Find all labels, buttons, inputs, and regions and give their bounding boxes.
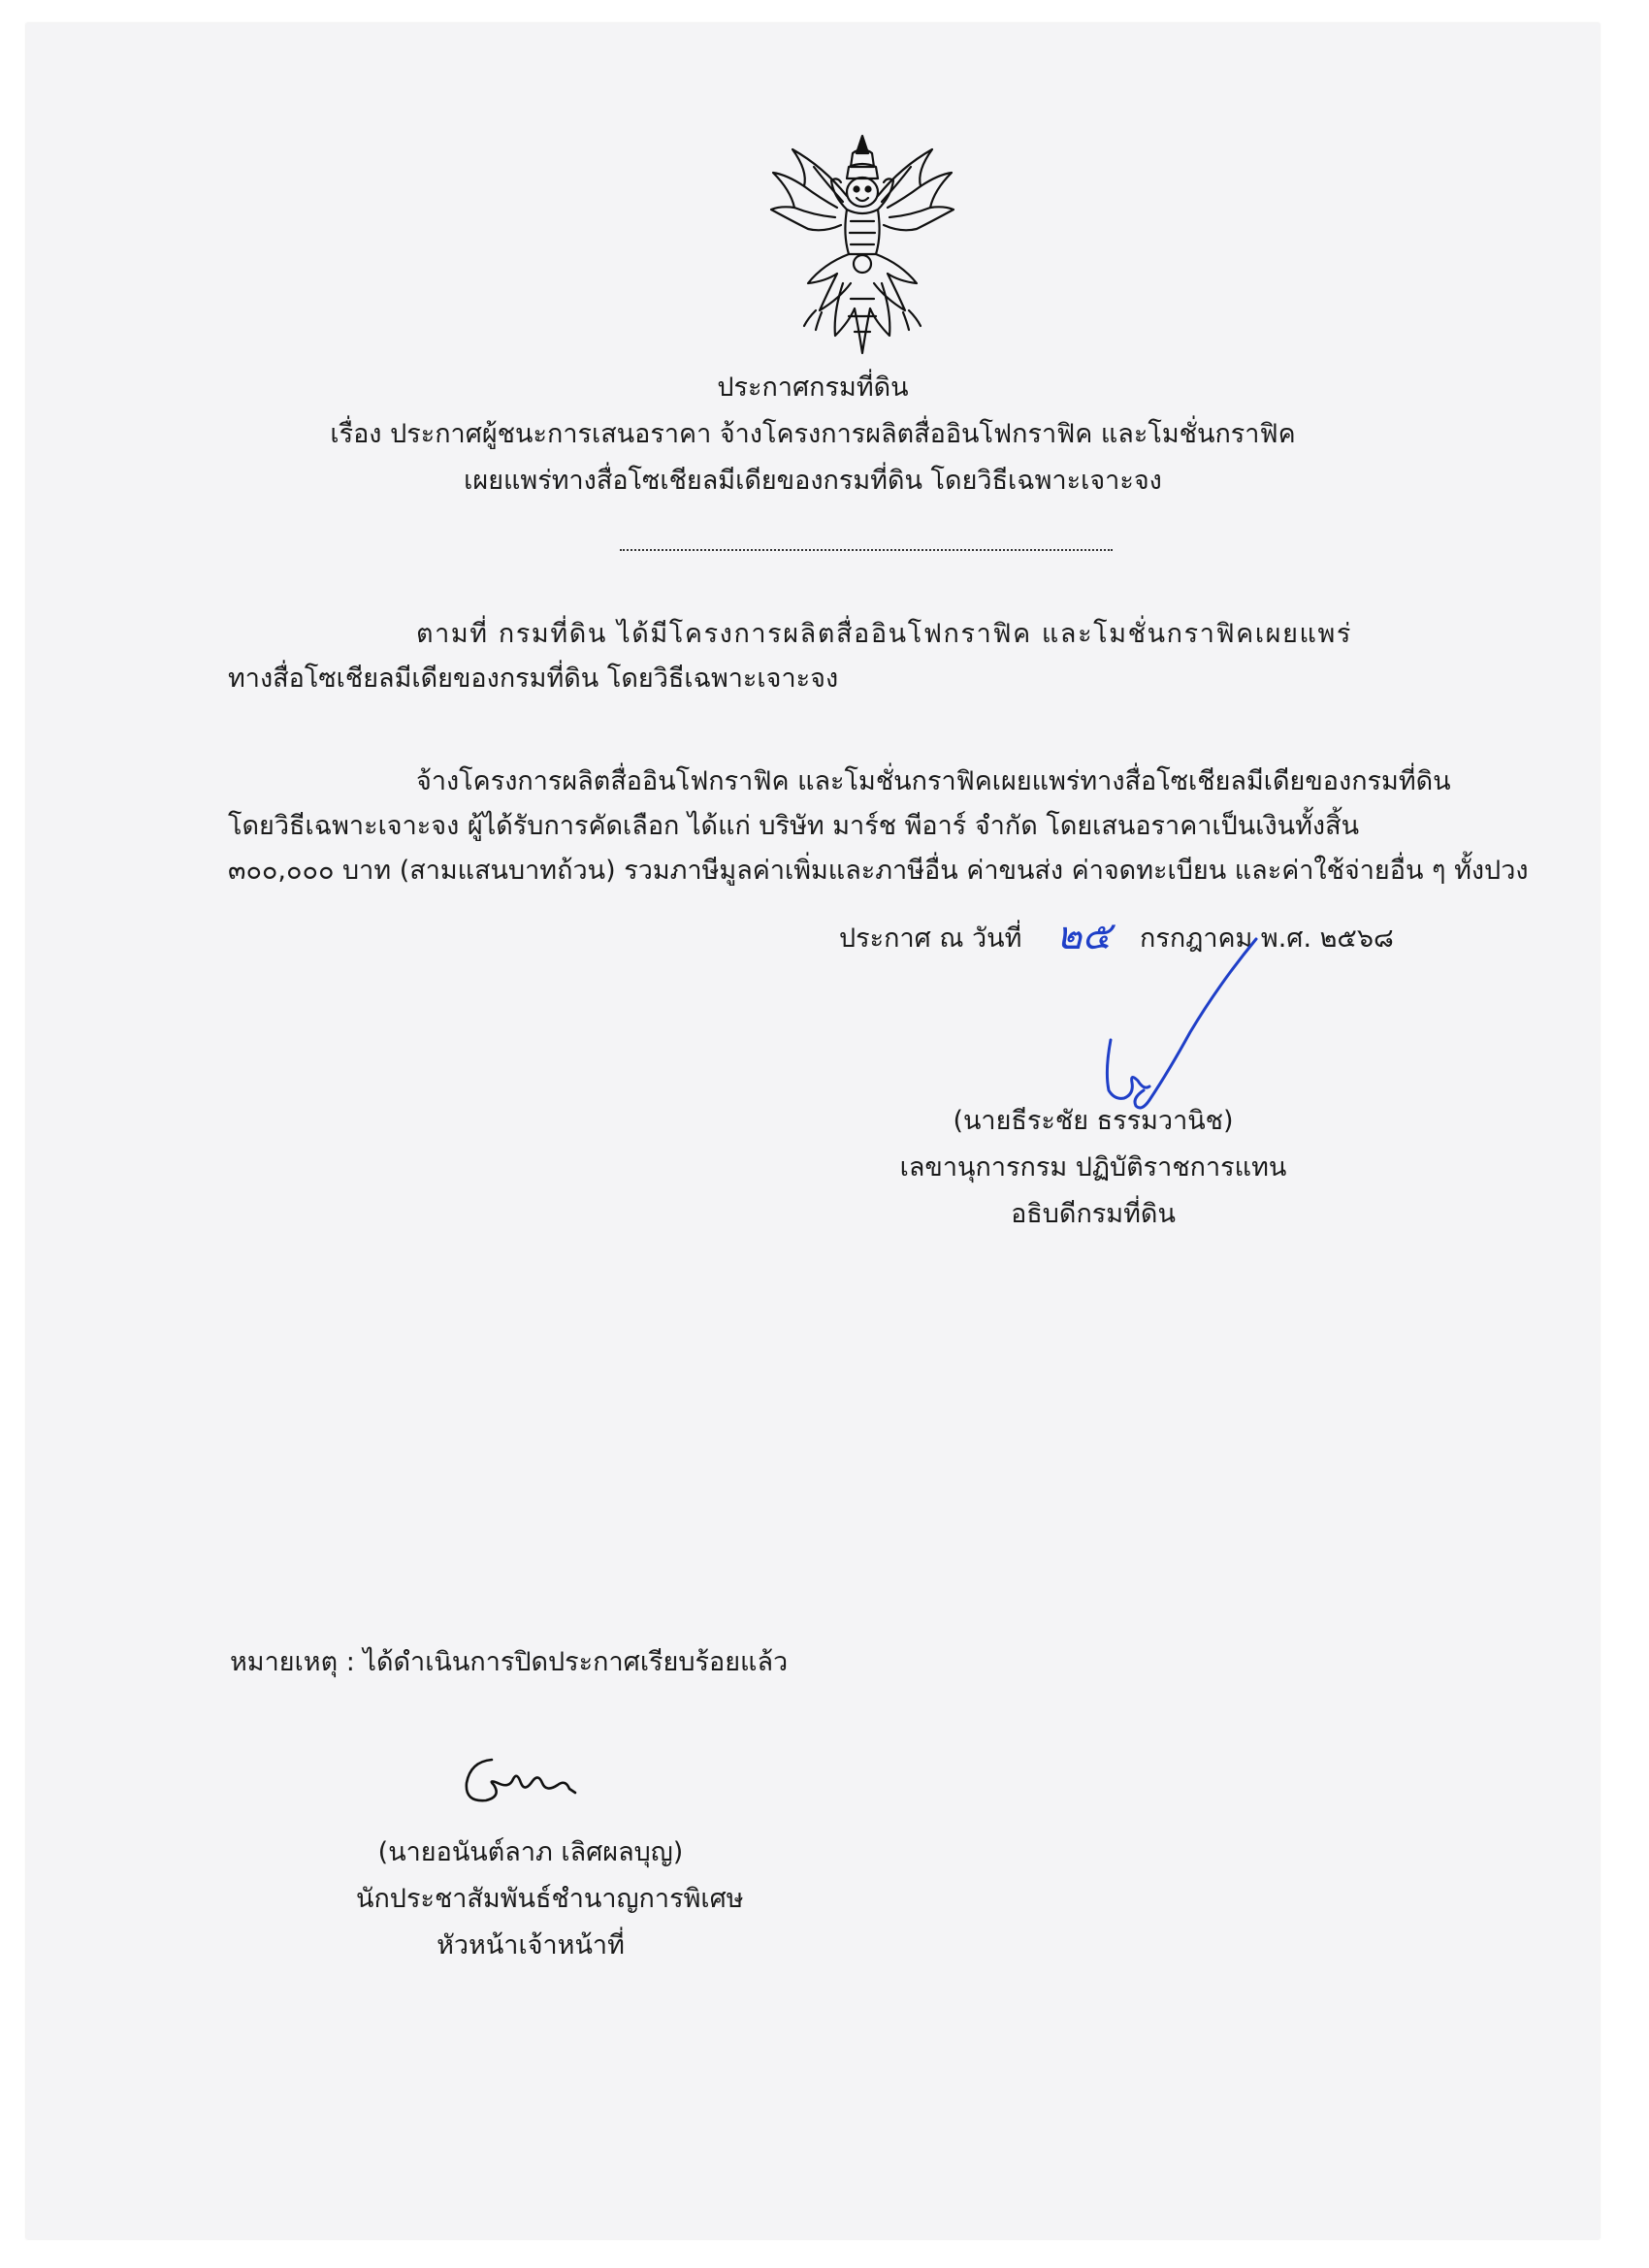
officer-signature [453,1750,598,1828]
officer-name: (นายอนันต์ลาภ เลิศผลบุญ) [377,1837,684,1867]
paragraph-1-line-1 [416,615,1481,654]
signatory-position-1: เลขานุการกรม ปฏิบัติราชการแทน [899,1152,1287,1183]
document-title: ประกาศกรมที่ดิน [717,373,909,403]
document-page [26,23,1600,2239]
director-signature [1054,935,1268,1129]
note-text: หมายเหตุ : ได้ดำเนินการปิดประกาศเรียบร้อยแล้ว [230,1647,789,1677]
signatory-position-2: อธิบดีกรมที่ดิน [1011,1199,1176,1229]
signatory-name: (นายธีระชัย ธรรมวานิช) [953,1106,1234,1136]
date-month-year: กรกฎาคม พ.ศ. ๒๕๖๘ [1140,923,1394,954]
garuda-emblem-icon [765,128,959,366]
subject-line-2: เผยแพร่ทางสื่อโซเชียลมีเดียของกรมที่ดิน โดยวิธีเฉพาะเจาะจง [464,466,1162,496]
handwritten-day: ๒๕ [1056,914,1112,958]
paragraph-2-line-1: จ้างโครงการผลิตสื่ออินโฟกราฟิค และโมชั่นกราฟิคเผยแพร่ทางสื่อโซเชียลมีเดียของกรมที่ดิน [416,766,1451,796]
subject-line-1: เรื่อง ประกาศผู้ชนะการเสนอราคา จ้างโครงการผลิตสื่ออินโฟกราฟิค และโมชั่นกราฟิค [330,419,1296,449]
paragraph-2-line-2: โดยวิธีเฉพาะเจาะจง ผู้ได้รับการคัดเลือก ได้แก่ บริษัท มาร์ช พีอาร์ จำกัด โดยเสนอราคาเป็นเงินทั้งสิ้น [228,811,1360,841]
paragraph-1-line-1-text: ตามที่ กรมที่ดิน ได้มีโครงการผลิตสื่ออินโฟกราฟิค และโมชั่นกราฟิคเผยแพร่ [416,619,1353,649]
paragraph-1-line-2: ทางสื่อโซเชียลมีเดียของกรมที่ดิน โดยวิธีเฉพาะเจาะจง [228,664,839,694]
paragraph-2-line-3: ๓๐๐,๐๐๐ บาท (สามแสนบาทถ้วน) รวมภาษีมูลค่าเพิ่มและภาษีอื่น ค่าขนส่ง ค่าจดทะเบียน และค่าใช้จ่ายอื่น ๆ ทั้งปวง [228,856,1529,886]
officer-position-1: นักประชาสัมพันธ์ชำนาญการพิเศษ [356,1884,744,1914]
officer-position-2: หัวหน้าเจ้าหน้าที่ [436,1930,625,1960]
date-prefix: ประกาศ ณ วันที่ [839,923,1022,954]
dotted-separator [620,547,1113,551]
